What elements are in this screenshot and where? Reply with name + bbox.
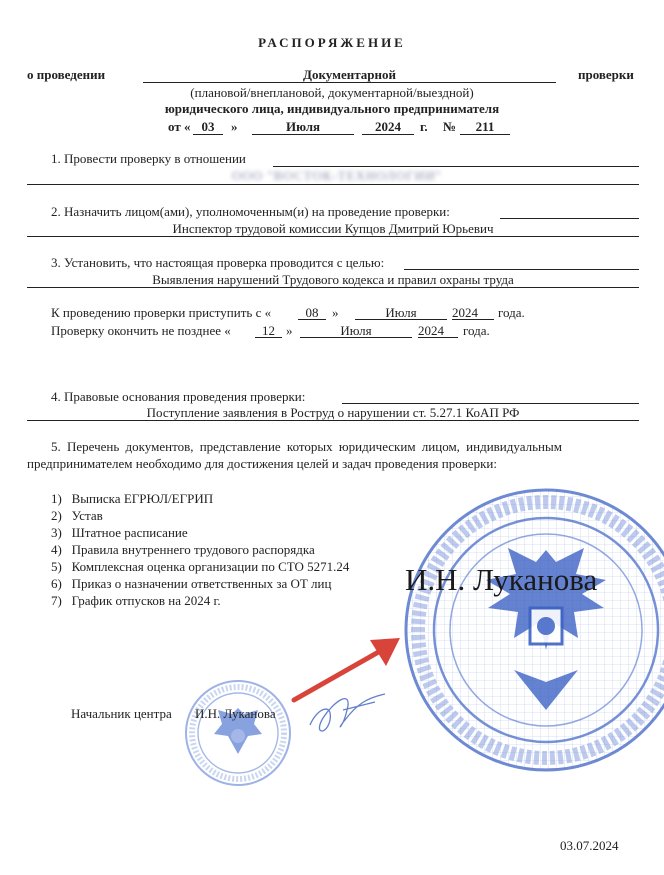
item-2-underline <box>500 218 639 219</box>
item-2-underline-2 <box>27 236 639 237</box>
start-quote-close: » <box>332 305 339 320</box>
item-3-label: 3. Установить, что настоящая проверка проводится с целью: <box>51 255 385 270</box>
pointer-arrow-icon <box>290 630 410 710</box>
document-title: РАСПОРЯЖЕНИЕ <box>258 35 406 50</box>
item-4-value: Поступление заявления в Роструд о нарушении ст. 5.27.1 КоАП РФ <box>146 405 520 420</box>
check-type: Документарной <box>303 67 396 82</box>
item-2-label: 2. Назначить лицом(ами), уполномоченным(и) на проведение проверки: <box>51 204 450 219</box>
end-month: Июля <box>340 323 372 338</box>
list-item: 2) Устав <box>51 508 103 523</box>
item-1-underline-2 <box>27 184 639 185</box>
about-suffix: проверки <box>578 67 634 82</box>
check-type-hint: (плановой/внеплановой, документарной/выездной) <box>190 85 474 100</box>
list-item: 3) Штатное расписание <box>51 525 188 540</box>
start-label: К проведению проверки приступить с « <box>51 305 272 320</box>
list-item: 1) Выписка ЕГРЮЛ/ЕГРИП <box>51 491 214 506</box>
small-seal-icon <box>183 678 293 788</box>
end-year: 2024 <box>418 323 444 338</box>
signer-name: И.Н. Луканова <box>195 706 276 721</box>
item-3-underline-2 <box>27 287 639 288</box>
start-day: 08 <box>305 305 319 320</box>
end-quote-close: » <box>286 323 293 338</box>
start-year: 2024 <box>452 305 478 320</box>
date-from-label: от « <box>168 119 191 134</box>
document-date: 03.07.2024 <box>560 838 619 853</box>
item-4-underline-2 <box>27 420 639 421</box>
large-seal-icon <box>396 480 664 780</box>
item-3-value: Выявления нарушений Трудового кодекса и правил охраны труда <box>152 272 514 287</box>
number-label: № <box>443 119 457 134</box>
item-1-underline <box>273 166 639 167</box>
documents-list <box>51 490 411 609</box>
item-4-underline <box>342 403 639 404</box>
item-3-underline <box>404 269 639 270</box>
list-item: 6) Приказ о назначении ответственных за ОТ лиц <box>51 576 332 591</box>
list-item: 4) Правила внутреннего трудового распорядка <box>51 542 315 557</box>
start-month: Июля <box>385 305 417 320</box>
item-1-label: 1. Провести проверку в отношении <box>51 151 246 166</box>
order-number: 211 <box>475 119 495 134</box>
list-item: 5) Комплексная оценка организации по СТО 5271.24 <box>51 559 350 574</box>
signer-position: Начальник центра <box>71 706 172 721</box>
zoomed-signer-name: И.Н. Луканова <box>405 562 598 597</box>
about-prefix: о проведении <box>27 67 106 82</box>
subject-line: юридического лица, индивидуального предпринимателя <box>164 101 500 116</box>
year-suffix: г. <box>420 119 428 134</box>
item-2-value: Инспектор трудовой комиссии Купцов Дмитрий Юрьевич <box>172 221 494 236</box>
item-5-line-2: предпринимателем необходимо для достижения целей и задач проведения проверки: <box>27 456 497 471</box>
order-day: 03 <box>201 119 215 134</box>
end-suffix: года. <box>463 323 490 338</box>
order-month: Июля <box>285 119 321 134</box>
order-year: 2024 <box>375 119 401 134</box>
end-day: 12 <box>262 323 275 338</box>
day-close: » <box>231 119 238 134</box>
start-suffix: года. <box>498 305 525 320</box>
end-label: Проверку окончить не позднее « <box>51 323 231 338</box>
item-5-line-1: 5. Перечень документов, представление которых юридическим лицом, индивидуальным <box>51 439 562 454</box>
item-1-value-redacted: ООО "ВОСТОК-ТЕХНОЛОГИИ" <box>232 168 442 183</box>
item-4-label: 4. Правовые основания проведения проверки: <box>51 389 306 404</box>
list-item: 7) График отпусков на 2024 г. <box>51 593 221 608</box>
